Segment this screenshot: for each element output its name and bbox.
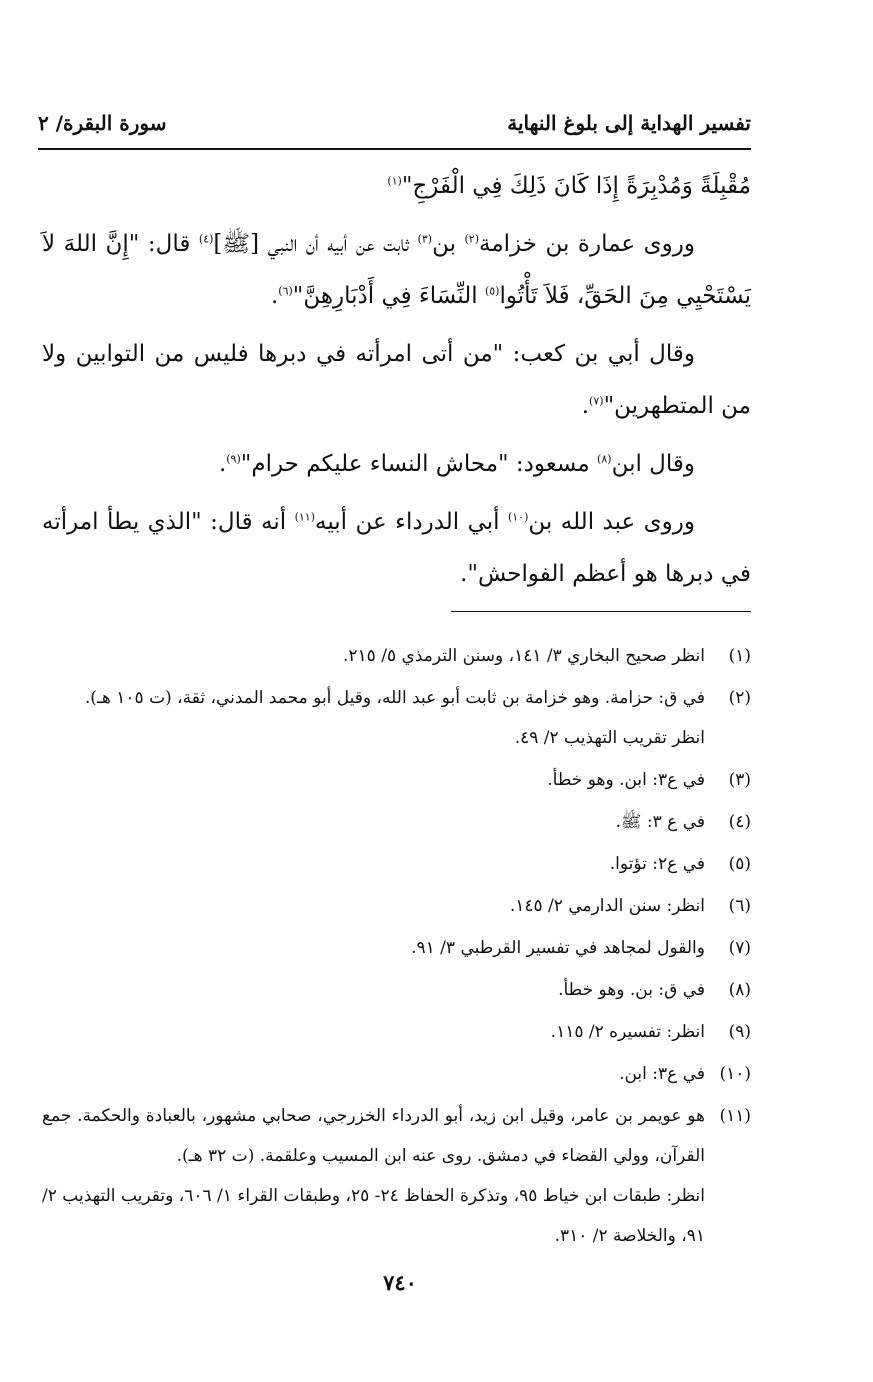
footnote-ref: (١) <box>387 174 402 188</box>
footnote-ref: (٢) <box>464 232 480 246</box>
footnote-text: في ق: حزامة. وهو خزامة بن ثابت أبو عبد الله، وقيل أبو محمد المدني، ثقة، (ت ١٠٥ هـ). <box>84 688 705 708</box>
footnote-text: انظر: طبقات ابن خياط ٩٥، وتذكرة الحفاظ ٢٤- ٢٥، وطبقات القراء ١/ ٦٠٦، وتقريب التهذيب ٢/ ٩١، والخلاصة ٢/ ٣١٠. <box>42 1186 705 1246</box>
footnote-text: في ع٢: تؤتوا. <box>609 854 705 874</box>
footnote-text: في ق: بن. وهو خطأ. <box>558 980 705 1000</box>
footnote-text: في ع٣: ابن. وهو خطأ. <box>547 770 705 790</box>
footnote-ref: (٩) <box>226 452 241 466</box>
footnote-1 <box>42 636 751 676</box>
footnote-9 <box>42 1012 751 1052</box>
text-run: مسعود: "محاش النساء عليكم حرام" <box>240 451 598 477</box>
paragraph-1 <box>42 160 751 212</box>
footnote-number: (١٠) <box>719 1064 751 1084</box>
footnote-number: (٥) <box>728 854 751 874</box>
footnote-ref: (٦) <box>278 284 293 298</box>
text-run: قال: "إِنَّ اللهَ لاَ يَسْتَحْيِي مِنَ الحَقِّ، فَلاَ تَأْتُوا <box>42 231 751 309</box>
text-run: وروى عبد الله بن <box>528 509 695 535</box>
footnote-4 <box>42 802 751 842</box>
text-run: وروى عمارة بن خزامة <box>479 231 695 257</box>
footnote-ref: (٨) <box>597 452 612 466</box>
footnote-number: (٨) <box>728 980 751 1000</box>
text-run: أبي الدرداء عن أبيه <box>315 509 508 535</box>
running-header <box>38 103 751 143</box>
paragraph-2 <box>42 218 751 322</box>
header-rule <box>38 148 751 150</box>
footnote-number: (٤) <box>728 812 751 832</box>
footnote-separator <box>451 611 751 612</box>
text-run: بن <box>432 231 465 257</box>
footnote-text: انظر: تفسيره ٢/ ١١٥. <box>550 1022 705 1042</box>
footnote-2 <box>42 678 751 758</box>
footnote-ref: (٣) <box>417 232 433 246</box>
footnote-ref: (١٠) <box>507 510 529 524</box>
section-title: سورة البقرة/ ٢ <box>38 111 167 135</box>
footnote-number: (١) <box>728 646 751 666</box>
footnote-number: (٧) <box>728 938 751 958</box>
footnote-5 <box>42 844 751 884</box>
footnotes <box>42 636 751 1258</box>
text-run: . <box>270 283 279 309</box>
footnote-text: في ع ٣: ﷺ. <box>615 812 705 832</box>
text-run: ثابت عن أبيه أن النبي [ﷺ] <box>213 231 418 257</box>
footnote-number: (٩) <box>728 1022 751 1042</box>
book-title: تفسير الهداية إلى بلوغ النهاية <box>507 111 751 135</box>
footnote-11 <box>42 1096 751 1256</box>
footnote-text: انظر: سنن الدارمي ٢/ ١٤٥. <box>509 896 705 916</box>
text-run: . <box>581 393 590 419</box>
footnote-text: انظر صحيح البخاري ٣/ ١٤١، وسنن الترمذي ٥/ ٢١٥. <box>343 646 705 666</box>
footnote-ref: (٧) <box>589 394 604 408</box>
footnote-7 <box>42 928 751 968</box>
footnote-8 <box>42 970 751 1010</box>
footnote-text: هو عويمر بن عامر، وقيل ابن زيد، أبو الدرداء الخزرجي، صحابي مشهور، بالعبادة والحكمة. جمع القرآن، وولي القضاء في دمشق. روى عنه ابن المسيب وعلقمة. (ت ٣٢ هـ). <box>42 1106 705 1166</box>
footnote-number: (٣) <box>728 770 751 790</box>
footnote-number: (٦) <box>728 896 751 916</box>
paragraph-4 <box>42 438 751 490</box>
footnote-number: (١١) <box>719 1106 751 1126</box>
paragraph-1-text: مُقْبِلَةً وَمُدْبِرَةً إِذَا كَانَ ذَلِكَ فِي الْفَرْجِ" <box>401 173 751 199</box>
footnote-number: (٢) <box>728 688 751 708</box>
text-run: أنه قال: "الذي يطأ امرأته في دبرها هو أعظم الفواحش". <box>42 509 751 587</box>
text-run: النِّسَاءَ فِي أَدْبَارِهِنَّ" <box>292 283 485 309</box>
footnote-text: والقول لمجاهد في تفسير القرطبي ٣/ ٩١. <box>411 938 705 958</box>
footnote-ref: (٥) <box>484 284 500 298</box>
text-run: وقال أبي بن كعب: "من أتى امرأته في دبرها فليس من التوابين ولا من المتطهرين" <box>42 341 751 419</box>
footnote-3 <box>42 760 751 800</box>
footnote-text: انظر تقريب التهذيب ٢/ ٤٩. <box>514 728 705 748</box>
footnote-10 <box>42 1054 751 1094</box>
footnote-ref: (١١) <box>294 510 315 524</box>
main-text <box>42 160 751 606</box>
footnote-ref: (٤) <box>198 232 214 246</box>
footnote-text: في ع٣: ابن. <box>619 1064 705 1084</box>
paragraph-5 <box>42 496 751 600</box>
footnote-6 <box>42 886 751 926</box>
text-run: . <box>218 451 227 477</box>
text-run: وقال ابن <box>611 451 695 477</box>
page-number: ٧٤٠ <box>383 1270 417 1295</box>
paragraph-3 <box>42 328 751 432</box>
